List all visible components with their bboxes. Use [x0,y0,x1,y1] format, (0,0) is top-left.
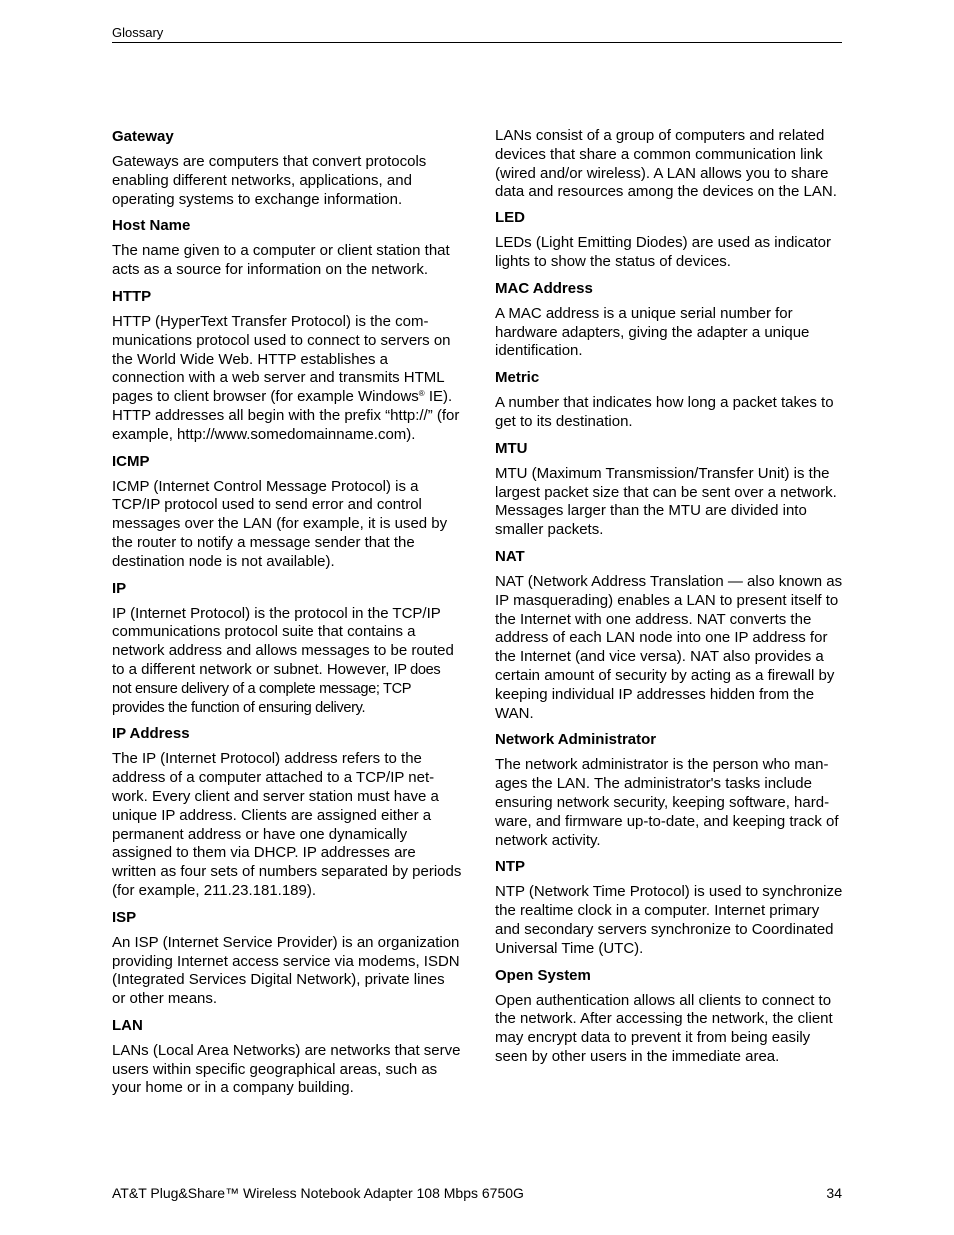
term-host-name: Host Name [112,217,191,235]
term-mtu: MTU [495,439,528,457]
entry-lan [112,1016,462,1098]
definition-http-part2: IE). HTTP addresses all begin with the prefix “http://” (for example, http://www.somedomainname.com). [112,388,460,443]
header-rule [112,42,842,43]
entry-nat [495,547,845,723]
definition-ip-part1: IP (Internet Protocol) is the protocol in the TCP/IP communications protocol suite that contains a network address and allows messages to be routed to a different network or subnet. However, [112,604,454,678]
entry-led [495,208,845,272]
term-nat: NAT [495,547,525,565]
term-lan: LAN [112,1016,143,1034]
definition-ip [112,605,462,718]
entry-mac-address [495,279,845,361]
entry-isp [112,908,462,1009]
definition-ip-address: The IP (Internet Protocol) address refers to the address of a computer attached to a TCP/IP network. Every client and server station must have a unique IP address. Clients are assigned either a permanent address or have one dynamically assigned to them via DHCP. IP addresses are written as four sets of numbers separated by periods (for example, 211.23.181.189). [112,750,462,899]
glossary-column-left [112,127,462,1105]
entry-http [112,287,462,445]
term-gateway: Gateway [112,128,174,145]
definition-isp: An ISP (Internet Service Provider) is an organization providing Internet access service via modems, ISDN (Integrated Services Digital Network), private lines or other means. [112,933,460,1008]
term-isp: ISP [112,908,137,926]
definition-mac-address: A MAC address is a unique serial number for hardware adapters, giving the adapter a unique identification. [495,304,810,360]
definition-http-part1: HTTP (HyperText Transfer Protocol) is the communications protocol used to connect to servers on the World Wide Web. HTTP establishes a connection with a web server and transmits HTML pages to client browser (for example Windows [112,312,451,406]
entry-host-name [112,216,462,280]
definition-host-name: The name given to a computer or client station that acts as a source for information on the network. [112,242,450,279]
entry-gateway [112,127,462,209]
term-mac-address: MAC Address [495,279,593,297]
term-ip-address: IP Address [112,725,190,743]
footer-page-number: 34 [826,1185,842,1201]
definition-lan: LANs (Local Area Networks) are networks that serve users within specific geographical areas, such as your home or in a company building. [112,1041,461,1097]
definition-open-system: Open authentication allows all clients to connect to the network. After accessing the network, the client may encrypt data to prevent it from being easily seen by other users in the immediate area. [495,991,833,1065]
entry-network-administrator [495,730,845,850]
term-ntp: NTP [495,858,525,876]
definition-icmp: ICMP (Internet Control Message Protocol) is a TCP/IP protocol used to send error and control messages over the LAN (for example, it is used by the router to notify a message sender that the destination node is not available). [112,477,448,570]
footer-product-name: AT&T Plug&Share™ Wireless Notebook Adapter 108 Mbps 6750G [112,1185,524,1201]
term-led: LED [495,209,525,227]
term-network-administrator: Network Administrator [495,731,657,749]
term-open-system: Open System [495,966,591,984]
definition-lan-continued: LANs consist of a group of computers and related devices that share a common communication link (wired and/or wireless). A LAN allows you to share data and resources among the devices on the LAN. [495,127,837,201]
entry-open-system [495,966,845,1067]
definition-gateway: Gateways are computers that convert protocols enabling different networks, applications, and operating systems to exchange information. [112,153,427,208]
entry-ip [112,579,462,718]
definition-mtu: MTU (Maximum Transmission/Transfer Unit) is the largest packet size that can be sent over a network. Messages larger than the MTU are divided into smaller packets. [495,464,837,539]
definition-metric: A number that indicates how long a packet takes to get to its destination. [495,394,834,430]
definition-nat: NAT (Network Address Translation — also known as IP masquerading) enables a LAN to present itself to the Internet with one address. NAT converts the address of each LAN node into one IP address for the Internet (and vice versa). NAT also provides a certain amount of security by acting as a firewall by keeping individual IP addresses hidden from the WAN. [495,572,843,722]
entry-mtu [495,439,845,540]
definition-ip-part2: IP does not ensure delivery of a complete message; TCP provides the function of ensuring delivery. [112,661,441,716]
term-ip: IP [112,579,127,597]
term-metric: Metric [495,369,540,387]
running-header-section: Glossary [112,25,164,40]
entry-ntp [495,857,845,958]
glossary-column-right [495,127,845,1074]
entry-ip-address [112,724,462,900]
entry-lan-continued [495,127,845,202]
registered-mark: ® [418,389,425,399]
term-icmp: ICMP [112,452,150,470]
definition-network-administrator: The network administrator is the person who manages the LAN. The administrator's tasks include ensuring network security, keeping software, hardware, and firmware up-to-date, and keeping track of network activity. [495,756,839,849]
entry-metric [495,368,845,432]
definition-led: LEDs (Light Emitting Diodes) are used as indicator lights to show the status of devices. [495,234,831,270]
definition-ntp: NTP (Network Time Protocol) is used to synchronize the realtime clock in a computer. Internet primary and secondary servers synchronize to Coordinated Universal Time (UTC). [495,883,843,957]
term-http: HTTP [112,287,152,305]
definition-http [112,313,462,445]
entry-icmp [112,452,462,572]
